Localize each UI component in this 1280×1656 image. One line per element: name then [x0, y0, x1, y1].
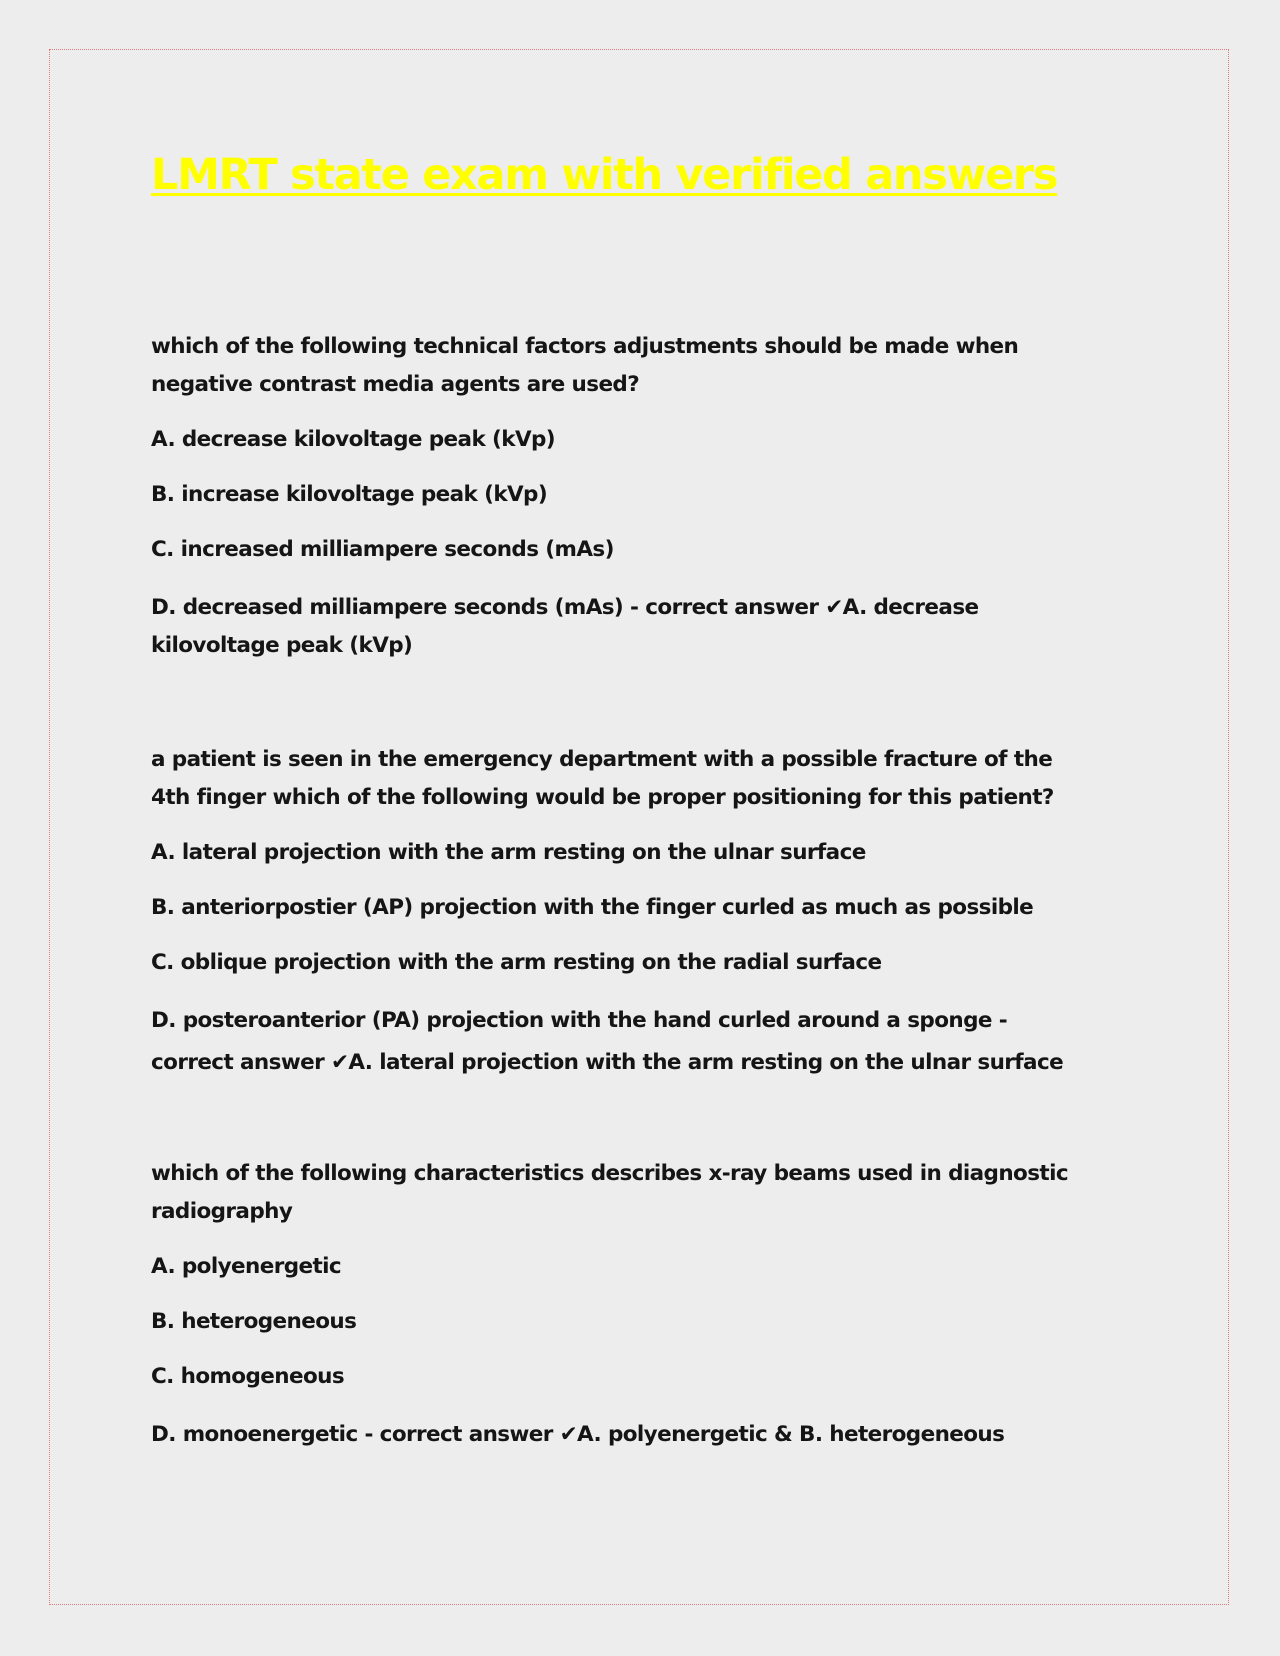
question-stem	[151, 741, 1151, 817]
answer-line: kilovoltage peak (kVp)	[151, 633, 413, 658]
answer-with-correct-answer	[151, 589, 1151, 665]
answer-option: A. polyenergetic	[151, 1254, 342, 1279]
answer-with-correct-answer	[151, 1002, 1151, 1082]
question-stem-line: which of the following technical factors adjustments should be made when	[151, 334, 1019, 359]
answer-option: C. homogeneous	[151, 1364, 345, 1389]
answer-option: C. oblique projection with the arm resting on the radial surface	[151, 950, 882, 975]
question-stem-line: which of the following characteristics describes x-ray beams used in diagnostic	[151, 1161, 1068, 1186]
question-stem-line: negative contrast media agents are used?	[151, 372, 640, 397]
question-block	[151, 1155, 1151, 1454]
answer-option: A. decrease kilovoltage peak (kVp)	[151, 427, 556, 452]
question-stem-line: 4th finger which of the following would be proper positioning for this patient?	[151, 785, 1054, 810]
answer-option: B. heterogeneous	[151, 1309, 357, 1334]
question-stem-line: radiography	[151, 1199, 293, 1224]
document-title: LMRT state exam with verified answers	[151, 150, 1058, 200]
question-stem-line: a patient is seen in the emergency department with a possible fracture of the	[151, 747, 1053, 772]
answer-line: D. monoenergetic - correct answer ✔A. polyenergetic & B. heterogeneous	[151, 1422, 1005, 1447]
question-stem	[151, 1155, 1151, 1231]
answer-with-correct-answer	[151, 1416, 1151, 1454]
question-block	[151, 741, 1151, 1082]
answer-option: B. increase kilovoltage peak (kVp)	[151, 482, 548, 507]
question-stem	[151, 328, 1151, 404]
question-block	[151, 328, 1151, 665]
answer-option: B. anteriorpostier (AP) projection with the finger curled as much as possible	[151, 895, 1034, 920]
answer-line: correct answer ✔A. lateral projection with the arm resting on the ulnar surface	[151, 1050, 1064, 1075]
answer-option: C. increased milliampere seconds (mAs)	[151, 537, 614, 562]
answer-line: D. decreased milliampere seconds (mAs) - correct answer ✔A. decrease	[151, 595, 979, 620]
answer-line: D. posteroanterior (PA) projection with the hand curled around a sponge -	[151, 1008, 1008, 1033]
answer-option: A. lateral projection with the arm resting on the ulnar surface	[151, 840, 866, 865]
